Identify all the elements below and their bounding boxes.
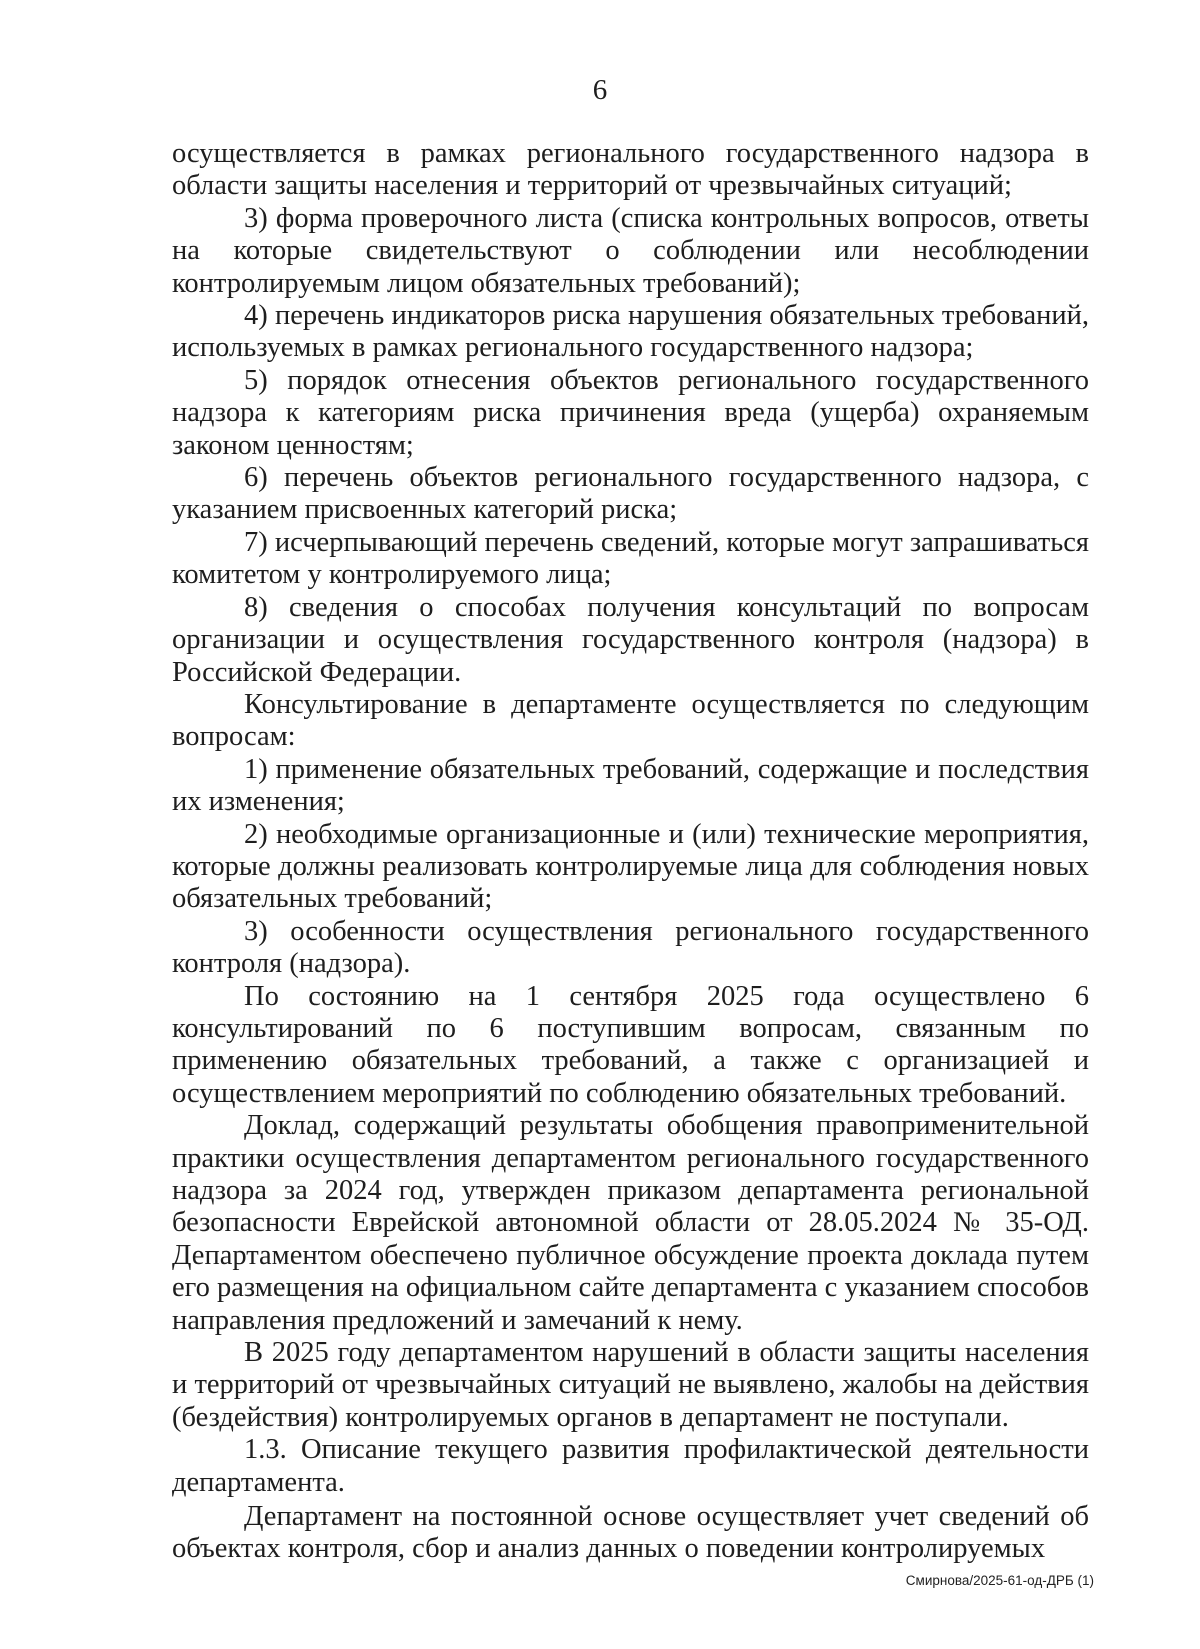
paragraph: 8) сведения о способах получения консультаций по вопросам организации и осуществления государственного контроля (надзора) в Российской Федерации. xyxy=(172,591,1089,688)
paragraph: Департамент на постоянной основе осуществляет учет сведений об объектах контроля, сбор и анализ данных о поведении контролируемых xyxy=(172,1501,1089,1565)
page-number: 6 xyxy=(592,74,608,106)
paragraph: 7) исчерпывающий перечень сведений, которые могут запрашиваться комитетом у контролируемого лица; xyxy=(172,526,1089,591)
paragraph: Консультирование в департаменте осуществляется по следующим вопросам: xyxy=(172,688,1089,753)
document-footer-code: Смирнова/2025-61-од-ДРБ (1) xyxy=(905,1573,1094,1588)
paragraph: 1) применение обязательных требований, содержащие и последствия их изменения; xyxy=(172,753,1089,818)
paragraph: 3) форма проверочного листа (списка контрольных вопросов, ответы на которые свидетельствуют о соблюдении или несоблюдении контролируемым лицом обязательных требований); xyxy=(172,202,1089,299)
paragraph: В 2025 году департаментом нарушений в области защиты населения и территорий от чрезвычайных ситуаций не выявлено, жалобы на действия (бездействия) контролируемых органов в департамент не поступали. xyxy=(172,1337,1089,1433)
paragraph: 2) необходимые организационные и (или) технические мероприятия, которые должны реализовать контролируемые лица для соблюдения новых обязательных требований; xyxy=(172,818,1089,915)
paragraph: По состоянию на 1 сентября 2025 года осуществлено 6 консультирований по 6 поступившим вопросам, связанным по применению обязательных требований, а также с организацией и осуществлением мероприятий по соблюдению обязательных требований. xyxy=(172,980,1089,1109)
paragraph: 4) перечень индикаторов риска нарушения обязательных требований, используемых в рамках регионального государственного надзора; xyxy=(172,300,1089,364)
paragraph: 6) перечень объектов регионального государственного надзора, с указанием присвоенных категорий риска; xyxy=(172,462,1089,526)
paragraph: 3) особенности осуществления регионального государственного контроля (надзора). xyxy=(172,915,1089,980)
document-body xyxy=(172,138,1089,1566)
paragraph: 1.3. Описание текущего развития профилактической деятельности департамента. xyxy=(172,1434,1089,1498)
paragraph: Доклад, содержащий результаты обобщения правоприменительной практики осуществления департаментом регионального государственного надзора за 2024 год, утвержден приказом департамента региональной безопасности Еврейской автономной области от 28.05.2024 № 35-ОД. Департаментом обеспечено публичное обсуждение проекта доклада путем его размещения на официальном сайте департамента с указанием способов направления предложений и замечаний к нему. xyxy=(172,1110,1089,1336)
paragraph: осуществляется в рамках регионального государственного надзора в области защиты населения и территорий от чрезвычайных ситуаций; xyxy=(172,138,1089,202)
paragraph: 5) порядок отнесения объектов регионального государственного надзора к категориям риска причинения вреда (ущерба) охраняемым законом ценностям; xyxy=(172,364,1089,461)
